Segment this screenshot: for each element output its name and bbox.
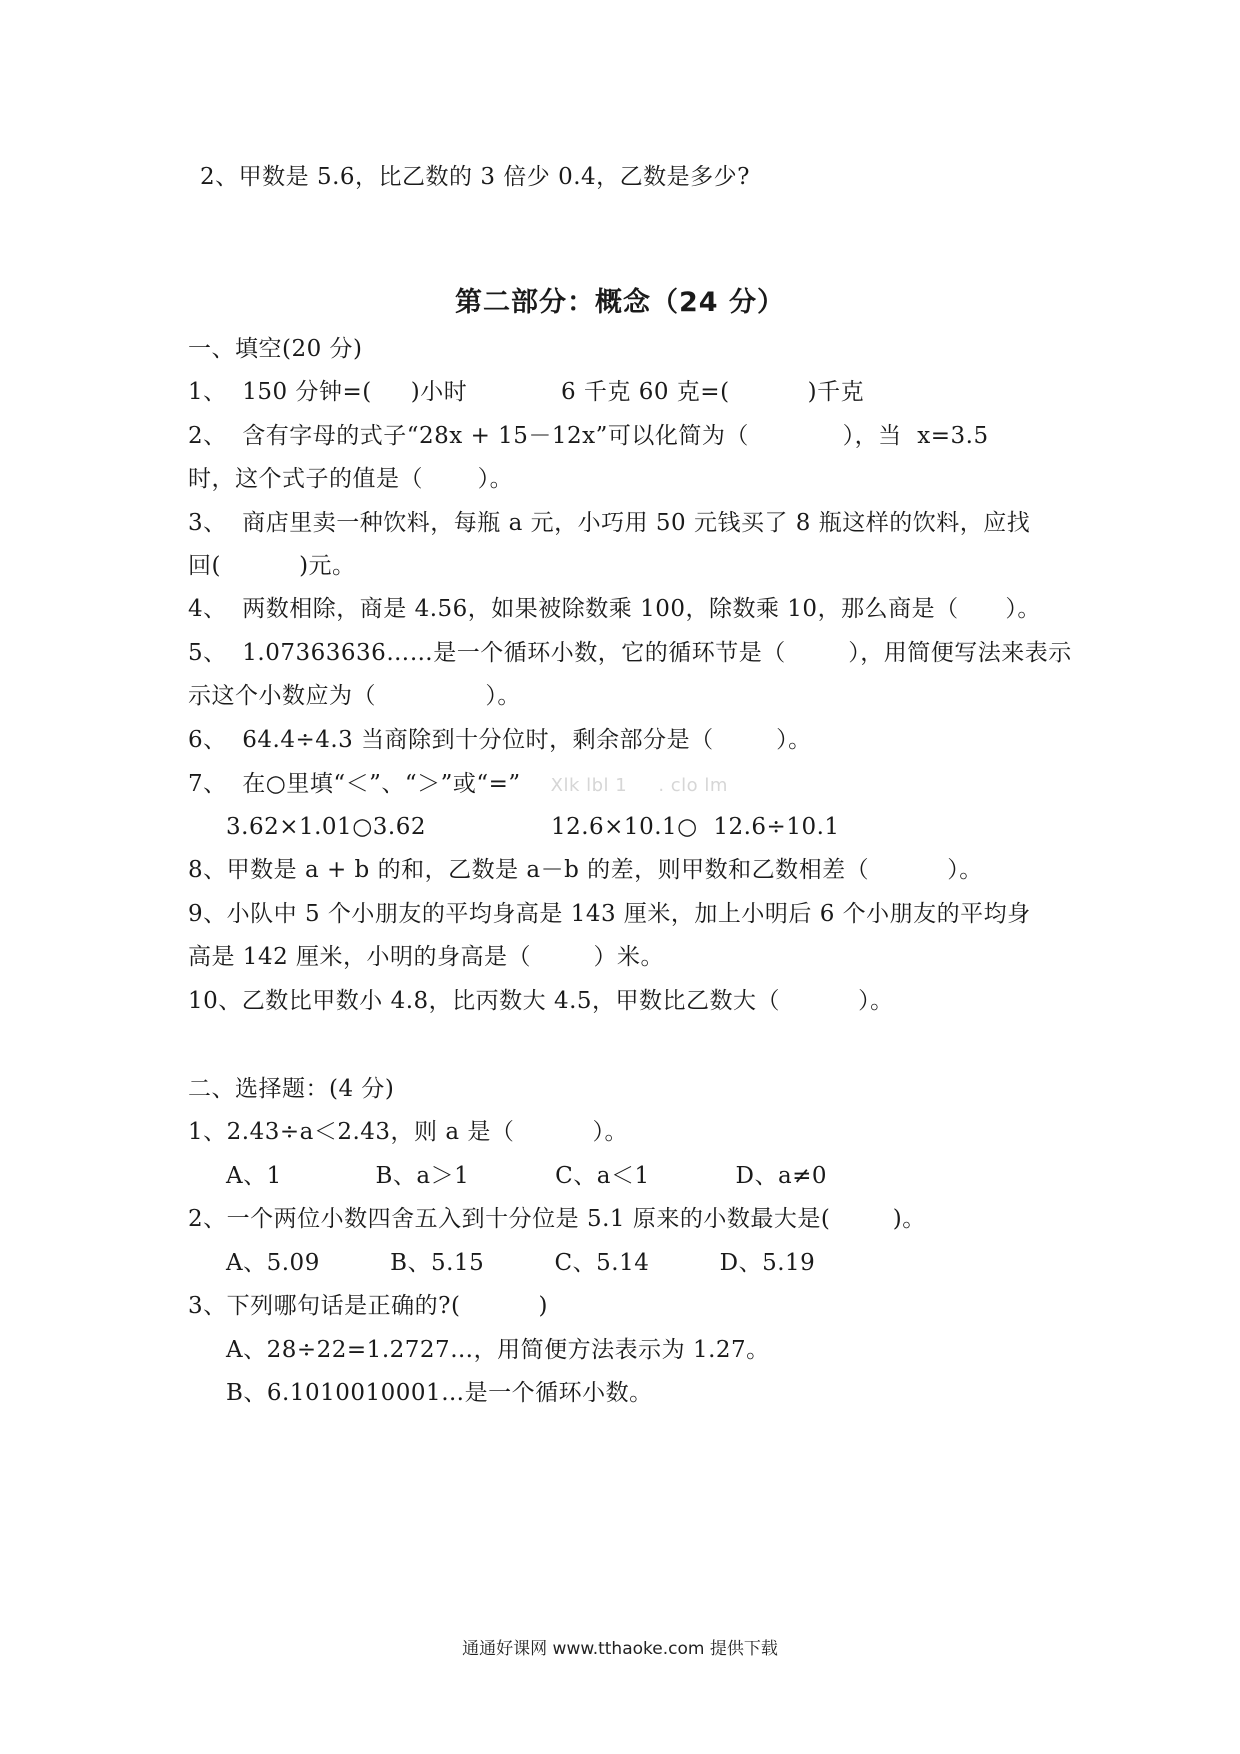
fill-question-3b: 回( )元。 (188, 553, 356, 579)
faint-watermark-text: Xlk lbl 1 . clo lm (550, 775, 728, 796)
choice-question-3-option-b: B、6.1010010001…是一个循环小数。 (226, 1380, 653, 1406)
choice-question-3-option-a: A、28÷22=1.2727…，用简便方法表示为 1.27。 (226, 1337, 770, 1363)
fill-question-4: 4、 两数相除，商是 4.56，如果被除数乘 100，除数乘 10，那么商是（ ）。 (188, 596, 1041, 622)
fill-question-7-text: 7、 在○里填“＜”、“＞”或“=” (188, 771, 521, 797)
fill-question-2b: 时，这个式子的值是（ ）。 (188, 466, 514, 492)
choice-question-3: 3、下列哪句话是正确的?( ) (188, 1293, 549, 1319)
fill-question-6: 6、 64.4÷4.3 当商除到十分位时，剩余部分是（ ）。 (188, 727, 812, 753)
fill-heading: 一、填空(20 分) (188, 336, 363, 362)
choice-question-2-options: A、5.09 B、5.15 C、5.14 D、5.19 (226, 1250, 816, 1276)
fill-question-9b: 高是 142 厘米，小明的身高是（ ）米。 (188, 944, 665, 970)
fill-question-5b: 示这个小数应为（ ）。 (188, 683, 521, 709)
footer-credit: 通通好课网 www.tthaoke.com 提供下载 (462, 1639, 778, 1659)
choice-question-1: 1、2.43÷a＜2.43，则 a 是（ ）。 (188, 1119, 628, 1145)
choice-question-2: 2、一个两位小数四舍五入到十分位是 5.1 原来的小数最大是( )。 (188, 1206, 926, 1232)
fill-question-5a: 5、 1.07363636……是一个循环小数，它的循环节是（ ），用简便写法来表示 (188, 640, 1072, 666)
fill-question-7 (188, 769, 728, 801)
fill-question-7-items: 3.62×1.01○3.62 12.6×10.1○ 12.6÷10.1 (226, 814, 840, 840)
choice-heading: 二、选择题：(4 分) (188, 1076, 395, 1102)
fill-question-1: 1、 150 分钟=( )小时 6 千克 60 克=( )千克 (188, 379, 865, 405)
section-title: 第二部分：概念（24 分） (455, 287, 785, 318)
fill-question-10: 10、乙数比甲数小 4.8，比丙数大 4.5，甲数比乙数大（ ）。 (188, 988, 894, 1014)
previous-question: 2、甲数是 5.6，比乙数的 3 倍少 0.4，乙数是多少? (200, 164, 750, 190)
fill-question-2a: 2、 含有字母的式子“28x + 15－12x”可以化简为（ ），当 x=3.5 (188, 423, 989, 449)
fill-question-8: 8、甲数是 a + b 的和，乙数是 a－b 的差，则甲数和乙数相差（ ）。 (188, 857, 983, 883)
choice-question-1-options: A、1 B、a＞1 C、a＜1 D、a≠0 (226, 1163, 828, 1189)
fill-question-9a: 9、小队中 5 个小朋友的平均身高是 143 厘米，加上小明后 6 个小朋友的平均身 (188, 901, 1031, 927)
fill-question-3a: 3、 商店里卖一种饮料，每瓶 a 元，小巧用 50 元钱买了 8 瓶这样的饮料，应找 (188, 510, 1031, 536)
